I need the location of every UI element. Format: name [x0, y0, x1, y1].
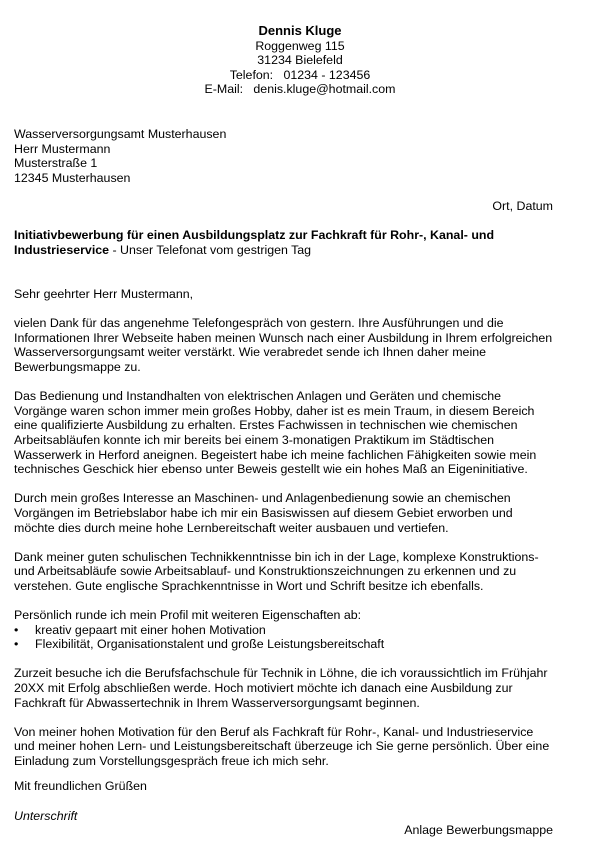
recipient-person: Herr Mustermann — [14, 141, 111, 156]
paragraph: vielen Dank für das angenehme Telefongespräch von gestern. Ihre Ausführungen und die Informationen Ihrer Webseite haben meinen Wunsch nach einer Ausbildung in Ihrem erfolgreichen Wasserversorgungsamt weiter verstärkt. Wie verabredet sende ich Ihnen daher meine Bewerbungsmappe zu. — [14, 316, 553, 374]
list-item — [14, 637, 554, 652]
trait-text: kreativ gepaart mit einer hohen Motivation — [35, 622, 266, 637]
subject-rest: - Unser Telefonat vom gestrigen Tag — [109, 242, 312, 257]
bullet-icon: • — [14, 622, 19, 637]
profile-intro: Persönlich runde ich mein Profil mit weiteren Eigenschaften ab: — [14, 608, 362, 623]
sender-name: Dennis Kluge — [258, 23, 342, 38]
enclosure-note: Anlage Bewerbungsmappe — [404, 823, 553, 837]
recipient-city: 12345 Musterhausen — [14, 170, 131, 185]
paragraph: Zurzeit besuche ich die Berufsfachschule für Technik in Löhne, die ich voraussichtlich im Frühjahr 20XX mit Erfolg abschließen werde. Hoch motiviert möchte ich danach eine Ausbildung zur Fachkraft für Abwassertechnik in Ihrem Wasserversorgungsamt beginnen. — [14, 666, 548, 710]
subject-bold: Initiativbewerbung für einen Ausbildungsplatz zur Fachkraft für Rohr-, Kanal- und Industrieservice — [14, 228, 495, 257]
paragraph: Das Bedienung und Instandhalten von elektrischen Anlagen und Geräten und chemische Vorgänge waren schon immer mein großes Hobby, daher ist es mein Traum, in diesem Bereich eine qualifizierte Ausbildung zu erhalten. Erstes Fachwissen in technischen wie chemischen Arbeitsabläufen konnte ich mir bereits bei einem 3-monatigen Praktikum im Städtischen Wasserwerk in Herford aneignen. Begeistert habe ich meine fachlichen Fähigkeiten sowie mein technisches Geschick hier ebenso unter Beweis gestellt wie ein hohes Maß an Eigeninitiative. — [14, 389, 537, 477]
list-item — [14, 623, 554, 638]
subject-line — [14, 228, 554, 257]
paragraph: Von meiner hohen Motivation für den Beruf als Fachkraft für Rohr-, Kanal- und Industrieservice und meiner hohen Lern- und Leistungsbereitschaft überzeuge ich Sie gerne persönlich. Über eine Einladung zum Vorstellungsgespräch freue ich mich sehr. — [14, 724, 550, 768]
sender-city: 31234 Bielefeld — [257, 53, 343, 68]
sender-block — [0, 24, 600, 97]
trait-text: Flexibilität, Organisationstalent und große Leistungsbereitschaft — [35, 637, 385, 652]
traits-list — [14, 623, 554, 652]
salutation: Sehr geehrter Herr Mustermann, — [14, 287, 194, 301]
signature: Unterschrift — [14, 809, 78, 823]
sender-phone: Telefon: 01234 - 123456 — [229, 67, 371, 82]
sender-street: Roggenweg 115 — [255, 38, 345, 53]
paragraph: Dank meiner guten schulischen Technikkenntnisse bin ich in der Lage, komplexe Konstruktions- und Arbeitsabläufe sowie Arbeitsablauf- und Konstruktionszeichnungen zu erkennen und zu verstehen. Gute englische Sprachkenntnisse in Wort und Schrift besitze ich ebenfalls. — [14, 549, 539, 593]
closing: Mit freundlichen Grüßen — [14, 779, 147, 793]
recipient-org: Wasserversorgungsamt Musterhausen — [14, 127, 227, 141]
letter-body — [14, 287, 554, 783]
bullet-icon: • — [14, 637, 19, 652]
place-date: Ort, Datum — [492, 199, 553, 213]
paragraph: Durch mein großes Interesse an Maschinen- und Anlagenbedienung sowie an chemischen Vorgängen im Betriebslabor habe ich mir ein Basiswissen auf diesem Gebiet erworben und möchte dies durch meine hohe Lernbereitschaft weiter ausbauen und vertiefen. — [14, 491, 513, 535]
recipient-street: Musterstraße 1 — [14, 156, 98, 171]
sender-email: E-Mail: denis.kluge@hotmail.com — [204, 82, 396, 97]
recipient-block — [14, 127, 226, 185]
